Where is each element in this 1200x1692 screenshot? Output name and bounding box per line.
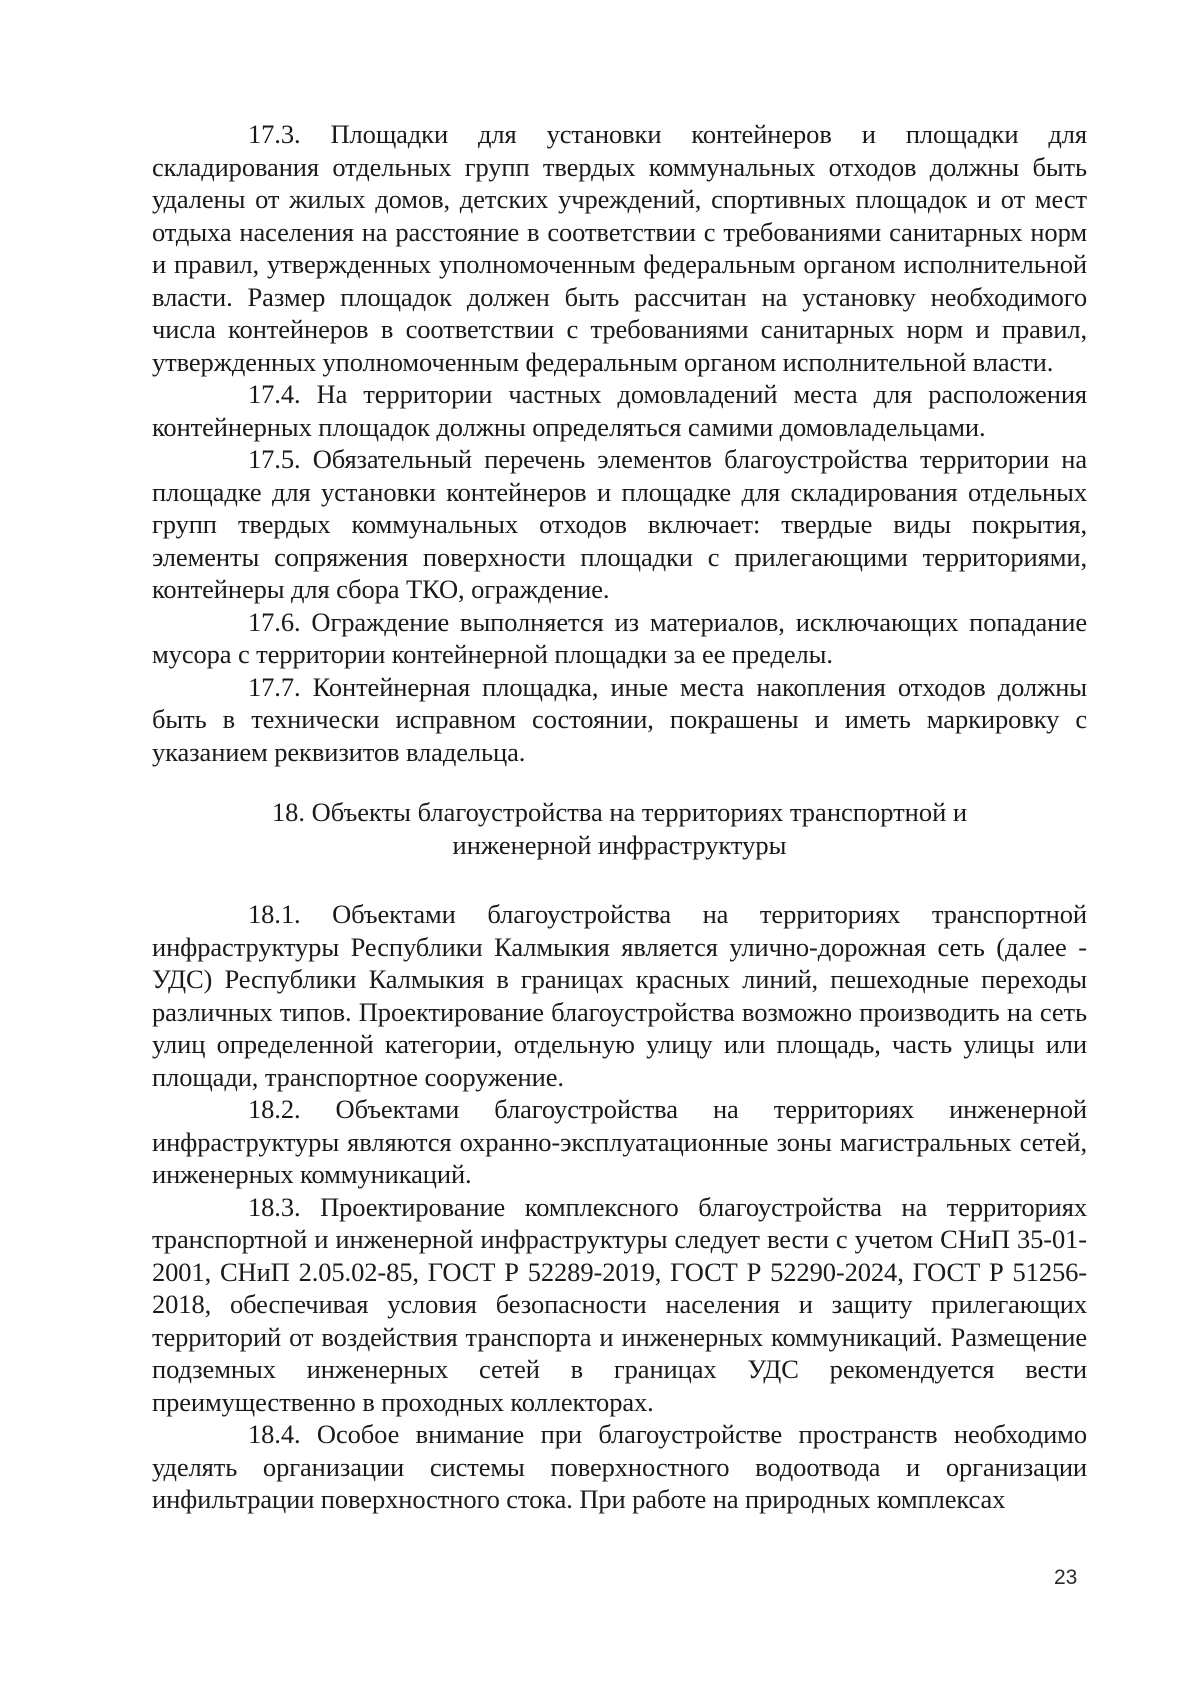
section-18-heading-line-2: инженерной инфраструктуры — [452, 830, 787, 860]
paragraph-18-2: 18.2. Объектами благоустройства на территориях инженерной инфраструктуры являются охранно-эксплуатационные зоны магистральных сетей, инженерных коммуникаций. — [152, 1094, 1087, 1189]
paragraph-17-3: 17.3. Площадки для установки контейнеров и площадки для складирования отдельных групп твердых коммунальных отходов должны быть удалены от жилых домов, детских учреждений, спортивных площадок и от мест отдыха населения на расстояние в соответствии с требованиями санитарных норм и правил, утвержденных уполномоченным федеральным органом исполнительной власти. Размер площадок должен быть рассчитан на установку необходимого числа контейнеров в соответствии с требованиями санитарных норм и правил, утвержденных уполномоченным федеральным органом исполнительной власти. — [152, 119, 1087, 377]
paragraph-17-5: 17.5. Обязательный перечень элементов благоустройства территории на площадке для установки контейнеров и площадке для складирования отдельных групп твердых коммунальных отходов включает: твердые виды покрытия, элементы сопряжения поверхности площадки с прилегающими территориями, контейнеры для сбора ТКО, ограждение. — [152, 444, 1087, 604]
paragraph-18-4: 18.4. Особое внимание при благоустройстве пространств необходимо уделять организации системы поверхностного водоотвода и организации инфильтрации поверхностного стока. При работе на природных комплексах — [152, 1419, 1087, 1514]
section-17-body — [152, 118, 1087, 768]
page-body — [152, 118, 1087, 1516]
paragraph-17-6: 17.6. Ограждение выполняется из материалов, исключающих попадание мусора с территории контейнерной площадки за ее пределы. — [152, 606, 1087, 669]
section-18-body — [152, 898, 1087, 1516]
page-number: 23 — [1054, 1566, 1078, 1589]
section-18-heading-line-1: 18. Объекты благоустройства на территориях транспортной и — [271, 797, 968, 827]
paragraph-17-4: 17.4. На территории частных домовладений места для расположения контейнерных площадок должны определяться самими домовладельцами. — [152, 379, 1087, 442]
section-18-heading — [152, 796, 1087, 862]
paragraph-18-1: 18.1. Объектами благоустройства на территориях транспортной инфраструктуры Республики Калмыкия является улично-дорожная сеть (далее - УДС) Республики Калмыкия в границах красных линий, пешеходные переходы различных типов. Проектирование благоустройства возможно производить на сеть улиц определенной категории, отдельную улицу или площадь, часть улицы или площади, транспортное сооружение. — [152, 899, 1087, 1092]
paragraph-18-3: 18.3. Проектирование комплексного благоустройства на территориях транспортной и инженерной инфраструктуры следует вести с учетом СНиП 35-01-2001, СНиП 2.05.02-85, ГОСТ Р 52289-2019, ГОСТ Р 52290-2024, ГОСТ Р 51256-2018, обеспечивая условия безопасности населения и защиту прилегающих территорий от воздействия транспорта и инженерных коммуникаций. Размещение подземных инженерных сетей в границах УДС рекомендуется вести преимущественно в проходных коллекторах. — [152, 1191, 1087, 1417]
paragraph-17-7: 17.7. Контейнерная площадка, иные места накопления отходов должны быть в технически исправном состоянии, покрашены и иметь маркировку с указанием реквизитов владельца. — [152, 671, 1087, 767]
